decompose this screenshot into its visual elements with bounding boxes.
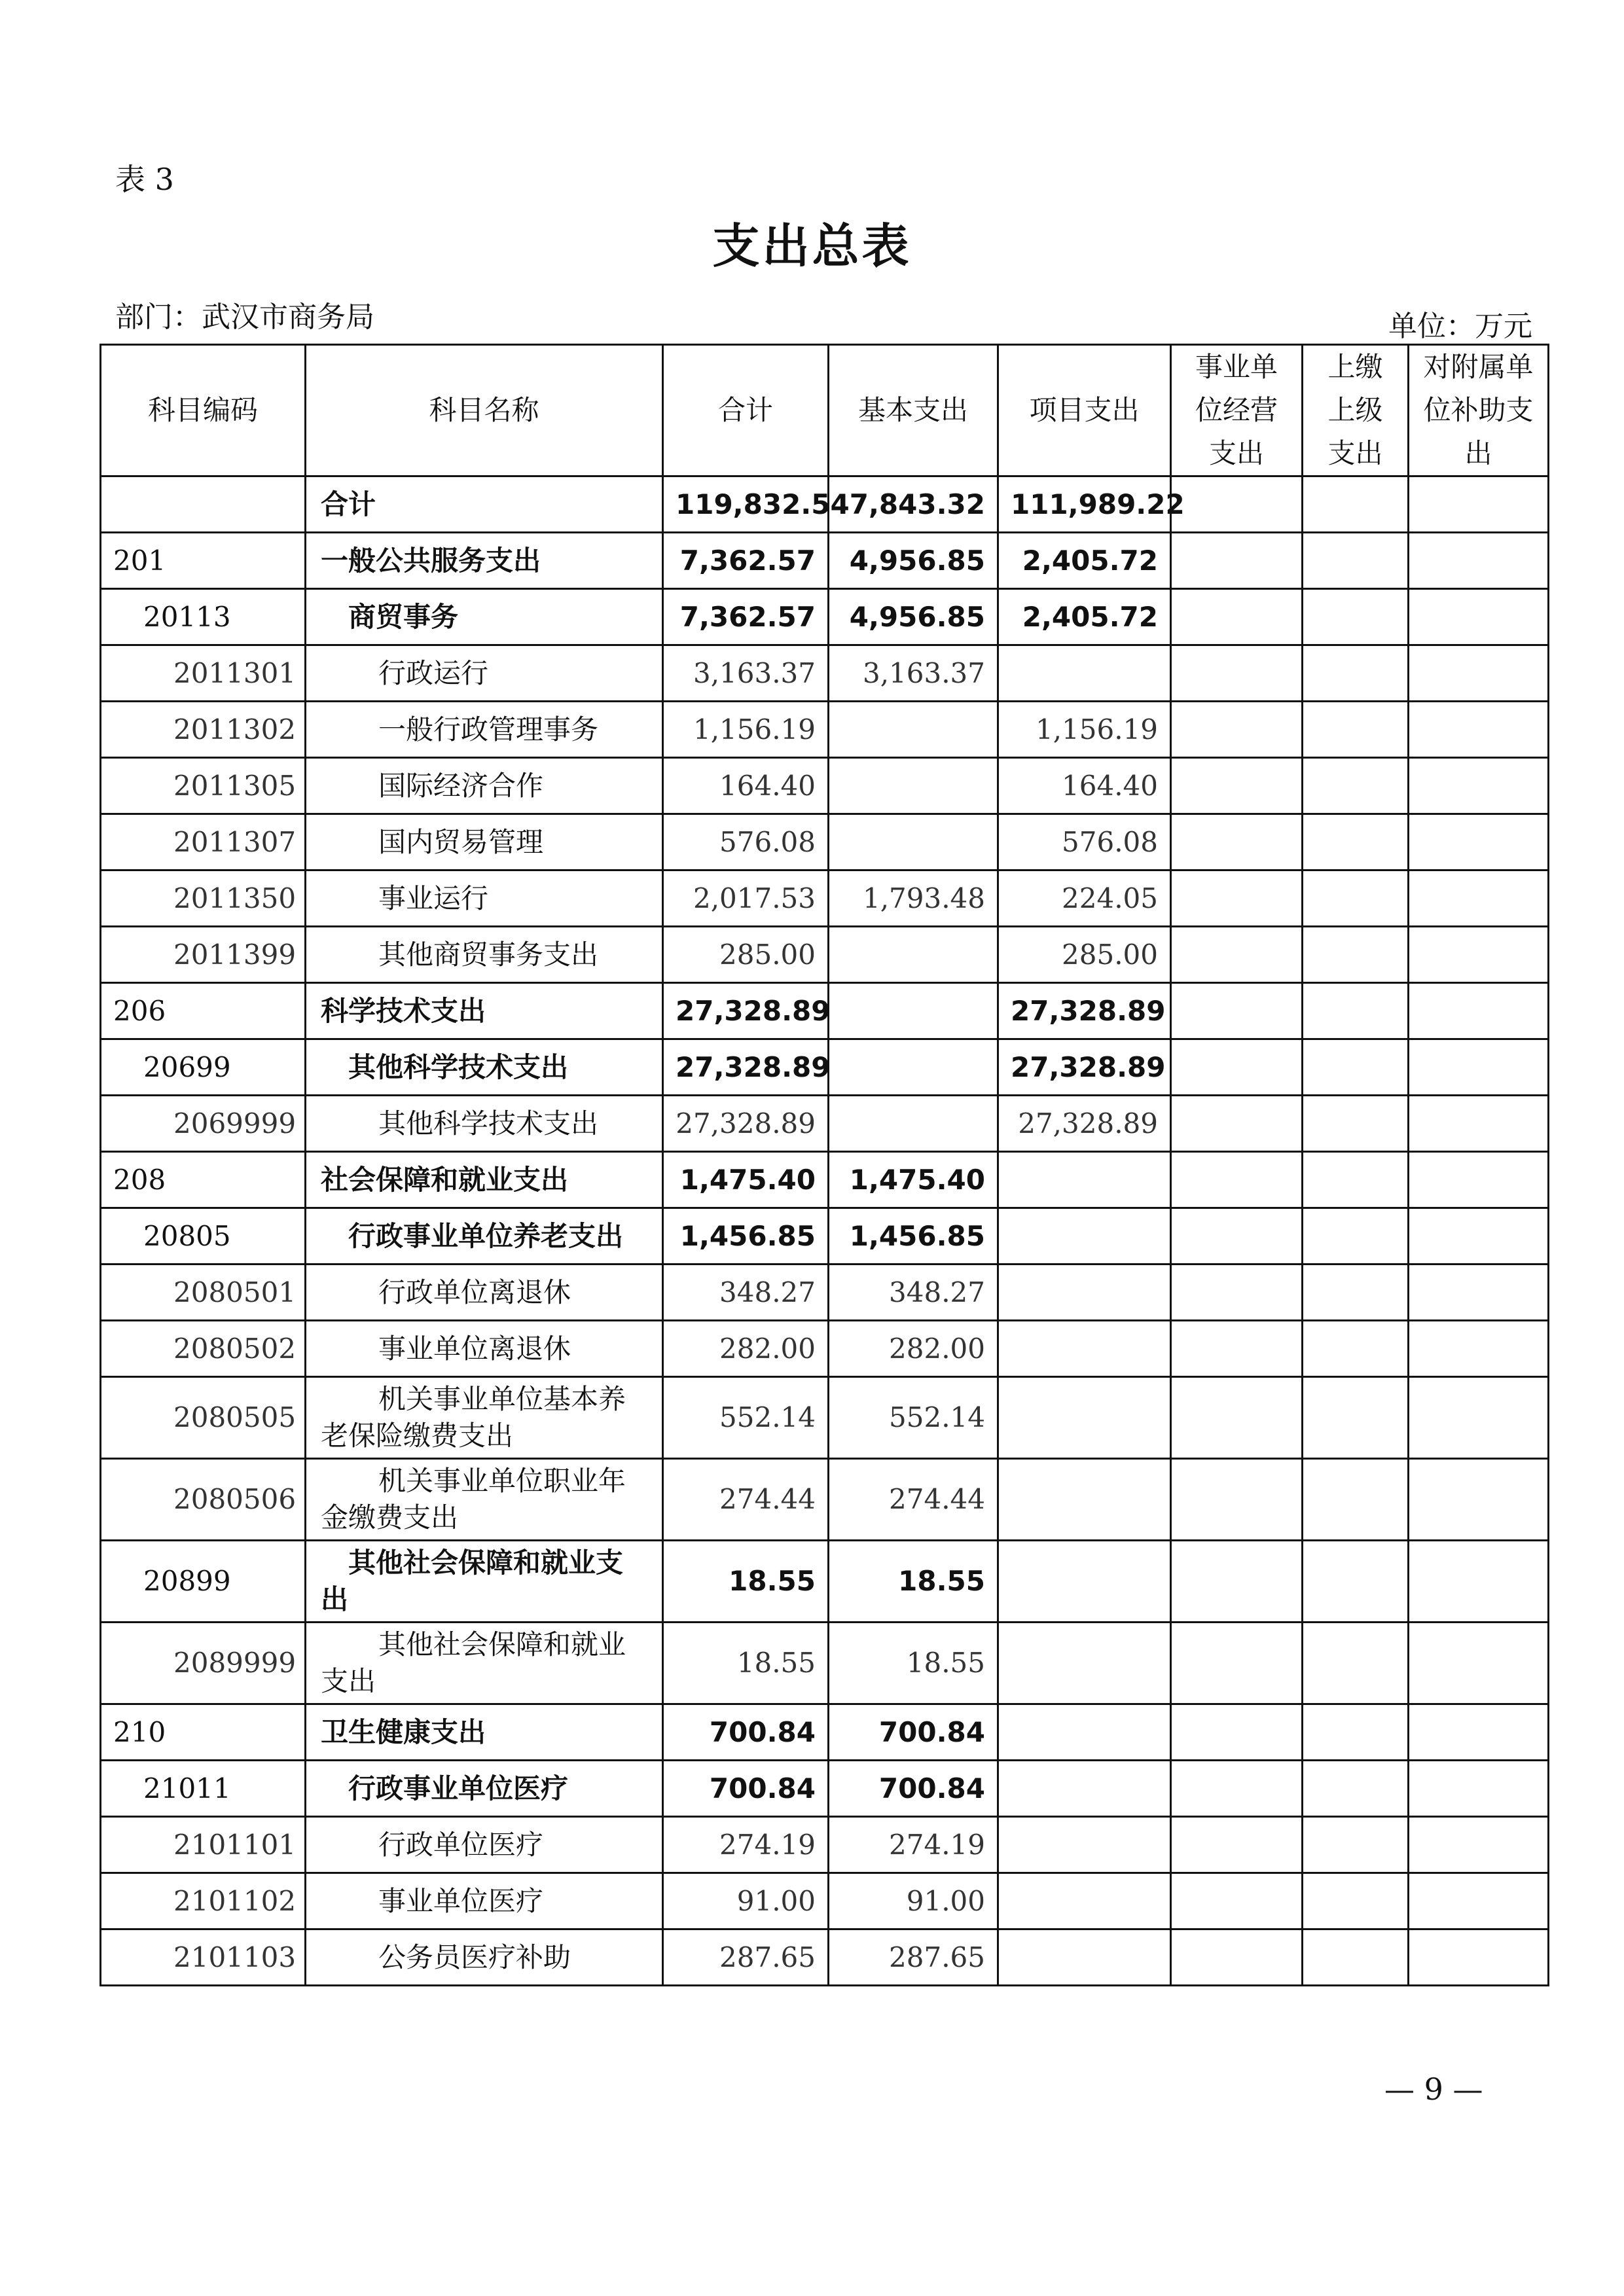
cell-c7 xyxy=(1303,1321,1409,1377)
table-row xyxy=(101,1039,1549,1096)
cell-c8 xyxy=(1409,1377,1549,1459)
cell-basic: 3,163.37 xyxy=(829,645,998,702)
cell-project xyxy=(998,1817,1171,1873)
cell-project xyxy=(998,1377,1171,1459)
cell-c8 xyxy=(1409,927,1549,983)
cell-c7 xyxy=(1303,1039,1409,1096)
cell-name: 事业单位离退休 xyxy=(306,1321,663,1377)
cell-name: 卫生健康支出 xyxy=(306,1704,663,1761)
cell-c6 xyxy=(1171,1152,1303,1208)
cell-total: 7,362.57 xyxy=(663,589,829,645)
cell-code: 2080502 xyxy=(101,1321,306,1377)
cell-code: 2011399 xyxy=(101,927,306,983)
cell-code: 2080506 xyxy=(101,1459,306,1541)
cell-name: 国际经济合作 xyxy=(306,758,663,814)
cell-basic: 282.00 xyxy=(829,1321,998,1377)
table-row xyxy=(101,1817,1549,1873)
cell-project: 27,328.89 xyxy=(998,983,1171,1039)
cell-c7 xyxy=(1303,1459,1409,1541)
table-row xyxy=(101,1152,1549,1208)
cell-code: 210 xyxy=(101,1704,306,1761)
cell-project: 27,328.89 xyxy=(998,1039,1171,1096)
cell-code: 206 xyxy=(101,983,306,1039)
cell-total: 3,163.37 xyxy=(663,645,829,702)
cell-code: 20805 xyxy=(101,1208,306,1265)
cell-name: 一般行政管理事务 xyxy=(306,702,663,758)
cell-c6 xyxy=(1171,1623,1303,1704)
cell-name: 机关事业单位职业年金缴费支出 xyxy=(306,1459,663,1541)
cell-name: 其他社会保障和就业支出 xyxy=(306,1623,663,1704)
cell-c8 xyxy=(1409,589,1549,645)
table-row xyxy=(101,1761,1549,1817)
cell-c6 xyxy=(1171,1929,1303,1986)
cell-total: 576.08 xyxy=(663,814,829,870)
cell-c6 xyxy=(1171,1873,1303,1929)
cell-c6 xyxy=(1171,1817,1303,1873)
cell-c6 xyxy=(1171,645,1303,702)
cell-code: 2011305 xyxy=(101,758,306,814)
cell-name: 行政单位离退休 xyxy=(306,1265,663,1321)
cell-basic: 1,475.40 xyxy=(829,1152,998,1208)
cell-c6 xyxy=(1171,758,1303,814)
cell-name: 一般公共服务支出 xyxy=(306,533,663,589)
cell-code: 201 xyxy=(101,533,306,589)
table-row xyxy=(101,702,1549,758)
table-row xyxy=(101,1929,1549,1986)
cell-c8 xyxy=(1409,1208,1549,1265)
cell-c7 xyxy=(1303,1873,1409,1929)
cell-basic: 1,793.48 xyxy=(829,870,998,927)
cell-code: 2011301 xyxy=(101,645,306,702)
cell-code: 2069999 xyxy=(101,1096,306,1152)
cell-c6 xyxy=(1171,1704,1303,1761)
cell-c6 xyxy=(1171,476,1303,533)
cell-c7 xyxy=(1303,1096,1409,1152)
cell-total: 18.55 xyxy=(663,1623,829,1704)
page-number: — 9 — xyxy=(1384,2072,1483,2107)
cell-c7 xyxy=(1303,1152,1409,1208)
table-row xyxy=(101,1208,1549,1265)
cell-code: 20113 xyxy=(101,589,306,645)
cell-c8 xyxy=(1409,983,1549,1039)
cell-basic: 700.84 xyxy=(829,1704,998,1761)
cell-project: 1,156.19 xyxy=(998,702,1171,758)
cell-basic: 18.55 xyxy=(829,1541,998,1623)
table-row xyxy=(101,1377,1549,1459)
cell-c6 xyxy=(1171,983,1303,1039)
cell-project: 2,405.72 xyxy=(998,589,1171,645)
cell-c8 xyxy=(1409,533,1549,589)
cell-c8 xyxy=(1409,1541,1549,1623)
cell-code: 2101102 xyxy=(101,1873,306,1929)
cell-c6 xyxy=(1171,1761,1303,1817)
cell-project xyxy=(998,1208,1171,1265)
cell-total: 1,475.40 xyxy=(663,1152,829,1208)
cell-basic: 700.84 xyxy=(829,1761,998,1817)
cell-total: 282.00 xyxy=(663,1321,829,1377)
cell-code: 208 xyxy=(101,1152,306,1208)
cell-basic: 18.55 xyxy=(829,1623,998,1704)
cell-c7 xyxy=(1303,1265,1409,1321)
table-row xyxy=(101,1321,1549,1377)
cell-c7 xyxy=(1303,1761,1409,1817)
cell-basic: 91.00 xyxy=(829,1873,998,1929)
cell-c7 xyxy=(1303,533,1409,589)
cell-c8 xyxy=(1409,476,1549,533)
cell-c6 xyxy=(1171,1039,1303,1096)
cell-total: 7,362.57 xyxy=(663,533,829,589)
table-row xyxy=(101,1623,1549,1704)
cell-c8 xyxy=(1409,1817,1549,1873)
cell-basic: 4,956.85 xyxy=(829,589,998,645)
cell-c7 xyxy=(1303,1817,1409,1873)
cell-c7 xyxy=(1303,1208,1409,1265)
table-row xyxy=(101,870,1549,927)
cell-total: 700.84 xyxy=(663,1761,829,1817)
header-business: 事业单位经营支出 xyxy=(1171,345,1303,476)
cell-c6 xyxy=(1171,702,1303,758)
cell-project xyxy=(998,1873,1171,1929)
cell-c6 xyxy=(1171,1459,1303,1541)
cell-project: 224.05 xyxy=(998,870,1171,927)
cell-c7 xyxy=(1303,983,1409,1039)
cell-c8 xyxy=(1409,1623,1549,1704)
cell-c8 xyxy=(1409,1265,1549,1321)
cell-total: 27,328.89 xyxy=(663,983,829,1039)
cell-c8 xyxy=(1409,1929,1549,1986)
cell-c6 xyxy=(1171,1377,1303,1459)
cell-total: 27,328.89 xyxy=(663,1096,829,1152)
table-label: 表 3 xyxy=(115,162,174,197)
cell-project xyxy=(998,1929,1171,1986)
cell-c8 xyxy=(1409,1704,1549,1761)
cell-c6 xyxy=(1171,870,1303,927)
cell-c6 xyxy=(1171,1321,1303,1377)
cell-c6 xyxy=(1171,589,1303,645)
department-label: 部门：武汉市商务局 xyxy=(115,300,374,334)
cell-total: 1,156.19 xyxy=(663,702,829,758)
cell-project xyxy=(998,1321,1171,1377)
cell-c8 xyxy=(1409,1873,1549,1929)
cell-basic xyxy=(829,1039,998,1096)
cell-project: 285.00 xyxy=(998,927,1171,983)
cell-basic xyxy=(829,758,998,814)
cell-project xyxy=(998,1152,1171,1208)
cell-code xyxy=(101,476,306,533)
cell-total: 700.84 xyxy=(663,1704,829,1761)
table-body xyxy=(101,476,1549,1986)
cell-project xyxy=(998,1265,1171,1321)
table-row xyxy=(101,476,1549,533)
table-row xyxy=(101,1873,1549,1929)
cell-c8 xyxy=(1409,1459,1549,1541)
cell-c7 xyxy=(1303,589,1409,645)
table-row xyxy=(101,645,1549,702)
cell-project: 111,989.22 xyxy=(998,476,1171,533)
cell-project xyxy=(998,1623,1171,1704)
cell-c8 xyxy=(1409,1039,1549,1096)
cell-code: 2080501 xyxy=(101,1265,306,1321)
cell-name: 行政事业单位医疗 xyxy=(306,1761,663,1817)
cell-name: 社会保障和就业支出 xyxy=(306,1152,663,1208)
cell-c6 xyxy=(1171,1541,1303,1623)
expenditure-table xyxy=(99,344,1549,1986)
table-row xyxy=(101,758,1549,814)
cell-basic: 1,456.85 xyxy=(829,1208,998,1265)
cell-name: 机关事业单位基本养老保险缴费支出 xyxy=(306,1377,663,1459)
cell-total: 2,017.53 xyxy=(663,870,829,927)
cell-name: 行政事业单位养老支出 xyxy=(306,1208,663,1265)
cell-total: 552.14 xyxy=(663,1377,829,1459)
header-code: 科目编码 xyxy=(101,345,306,476)
table-header-row xyxy=(101,345,1549,476)
cell-basic xyxy=(829,702,998,758)
cell-c7 xyxy=(1303,1929,1409,1986)
cell-total: 1,456.85 xyxy=(663,1208,829,1265)
cell-c8 xyxy=(1409,645,1549,702)
cell-c8 xyxy=(1409,814,1549,870)
cell-code: 2101101 xyxy=(101,1817,306,1873)
cell-basic xyxy=(829,927,998,983)
header-subsidy: 对附属单位补助支出 xyxy=(1409,345,1549,476)
cell-code: 2011302 xyxy=(101,702,306,758)
cell-total: 164.40 xyxy=(663,758,829,814)
cell-c8 xyxy=(1409,1152,1549,1208)
cell-c8 xyxy=(1409,702,1549,758)
cell-name: 合计 xyxy=(306,476,663,533)
cell-name: 其他商贸事务支出 xyxy=(306,927,663,983)
cell-project: 27,328.89 xyxy=(998,1096,1171,1152)
cell-total: 287.65 xyxy=(663,1929,829,1986)
cell-c7 xyxy=(1303,1541,1409,1623)
unit-label: 单位：万元 xyxy=(1388,310,1532,343)
page-title: 支出总表 xyxy=(712,218,912,274)
cell-c8 xyxy=(1409,870,1549,927)
cell-basic: 274.19 xyxy=(829,1817,998,1873)
cell-c7 xyxy=(1303,927,1409,983)
cell-project xyxy=(998,1541,1171,1623)
header-remit: 上缴上级支出 xyxy=(1303,345,1409,476)
cell-project: 2,405.72 xyxy=(998,533,1171,589)
cell-basic: 4,956.85 xyxy=(829,533,998,589)
cell-project xyxy=(998,1704,1171,1761)
cell-name: 国内贸易管理 xyxy=(306,814,663,870)
cell-c8 xyxy=(1409,1761,1549,1817)
cell-name: 行政运行 xyxy=(306,645,663,702)
cell-c8 xyxy=(1409,1321,1549,1377)
cell-c6 xyxy=(1171,927,1303,983)
cell-c7 xyxy=(1303,1623,1409,1704)
table-row xyxy=(101,1459,1549,1541)
table-row xyxy=(101,1096,1549,1152)
cell-code: 21011 xyxy=(101,1761,306,1817)
cell-c7 xyxy=(1303,870,1409,927)
cell-project: 164.40 xyxy=(998,758,1171,814)
header-basic: 基本支出 xyxy=(829,345,998,476)
cell-c6 xyxy=(1171,1208,1303,1265)
table-row xyxy=(101,1265,1549,1321)
cell-code: 2080505 xyxy=(101,1377,306,1459)
header-total: 合计 xyxy=(663,345,829,476)
table-row xyxy=(101,1541,1549,1623)
cell-basic: 7,843.32 xyxy=(829,476,998,533)
cell-basic: 274.44 xyxy=(829,1459,998,1541)
cell-name: 科学技术支出 xyxy=(306,983,663,1039)
cell-c6 xyxy=(1171,814,1303,870)
cell-basic: 287.65 xyxy=(829,1929,998,1986)
header-project: 项目支出 xyxy=(998,345,1171,476)
cell-name: 其他科学技术支出 xyxy=(306,1096,663,1152)
cell-code: 2011350 xyxy=(101,870,306,927)
cell-c7 xyxy=(1303,1704,1409,1761)
table-row xyxy=(101,589,1549,645)
cell-c6 xyxy=(1171,1265,1303,1321)
cell-c7 xyxy=(1303,702,1409,758)
table-row xyxy=(101,1704,1549,1761)
cell-project xyxy=(998,1459,1171,1541)
cell-basic: 552.14 xyxy=(829,1377,998,1459)
cell-c6 xyxy=(1171,533,1303,589)
cell-project: 576.08 xyxy=(998,814,1171,870)
cell-project xyxy=(998,645,1171,702)
cell-code: 20899 xyxy=(101,1541,306,1623)
cell-name: 公务员医疗补助 xyxy=(306,1929,663,1986)
table-row xyxy=(101,533,1549,589)
table-row xyxy=(101,927,1549,983)
cell-c7 xyxy=(1303,645,1409,702)
cell-total: 274.19 xyxy=(663,1817,829,1873)
cell-c7 xyxy=(1303,476,1409,533)
cell-total: 18.55 xyxy=(663,1541,829,1623)
cell-total: 348.27 xyxy=(663,1265,829,1321)
cell-c8 xyxy=(1409,758,1549,814)
cell-basic xyxy=(829,814,998,870)
cell-project xyxy=(998,1761,1171,1817)
cell-code: 2101103 xyxy=(101,1929,306,1986)
cell-name: 商贸事务 xyxy=(306,589,663,645)
cell-total: 274.44 xyxy=(663,1459,829,1541)
cell-c6 xyxy=(1171,1096,1303,1152)
cell-code: 2089999 xyxy=(101,1623,306,1704)
cell-name: 事业运行 xyxy=(306,870,663,927)
cell-total: 119,832.54 xyxy=(663,476,829,533)
cell-total: 91.00 xyxy=(663,1873,829,1929)
cell-basic xyxy=(829,1096,998,1152)
cell-name: 事业单位医疗 xyxy=(306,1873,663,1929)
cell-total: 285.00 xyxy=(663,927,829,983)
cell-name: 行政单位医疗 xyxy=(306,1817,663,1873)
cell-code: 2011307 xyxy=(101,814,306,870)
cell-basic xyxy=(829,983,998,1039)
cell-code: 20699 xyxy=(101,1039,306,1096)
table-row xyxy=(101,983,1549,1039)
cell-c7 xyxy=(1303,814,1409,870)
cell-basic: 348.27 xyxy=(829,1265,998,1321)
cell-c7 xyxy=(1303,758,1409,814)
cell-c7 xyxy=(1303,1377,1409,1459)
cell-name: 其他科学技术支出 xyxy=(306,1039,663,1096)
cell-name: 其他社会保障和就业支出 xyxy=(306,1541,663,1623)
header-name: 科目名称 xyxy=(306,345,663,476)
table-row xyxy=(101,814,1549,870)
cell-total: 27,328.89 xyxy=(663,1039,829,1096)
cell-c8 xyxy=(1409,1096,1549,1152)
